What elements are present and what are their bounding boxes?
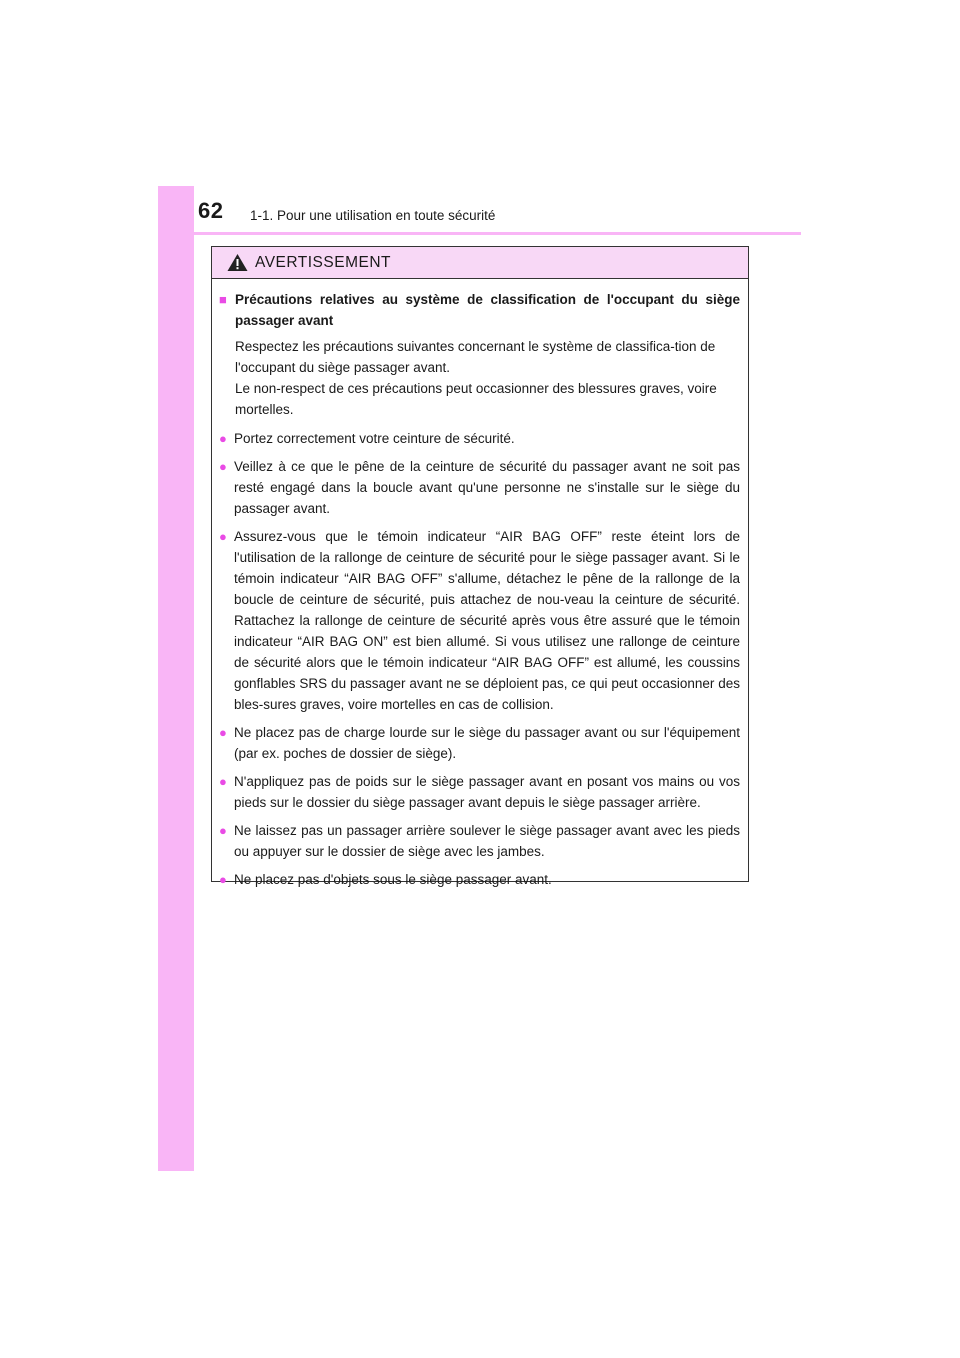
side-tab-band <box>158 186 194 1171</box>
warning-header <box>212 247 748 279</box>
list-item-text: Veillez à ce que le pêne de la ceinture de sécurité du passager avant ne soit pas resté engagé dans la boucle avant qu'une personne ne s'installe sur le siège du passager avant. <box>234 459 740 516</box>
warning-title: AVERTISSEMENT <box>255 253 391 271</box>
precautions-heading <box>219 289 740 331</box>
list-item-text: N'appliquez pas de poids sur le siège passager avant en posant vos mains ou vos pieds sur le dossier du siège passager avant depuis le siège passager arrière. <box>234 774 740 810</box>
list-item-text: Ne laissez pas un passager arrière soulever le siège passager avant avec les pieds ou appuyer sur le dossier de siège avec les jambes. <box>234 823 740 859</box>
bullet-dot-icon: ● <box>219 431 227 446</box>
bullet-dot-icon: ● <box>219 725 227 740</box>
bullet-dot-icon: ● <box>219 459 227 474</box>
precautions-heading-text: Précautions relatives au système de classification de l'occupant du siège passager avant <box>235 292 740 328</box>
list-item <box>219 428 740 449</box>
list-item-text: Ne placez pas d'objets sous le siège passager avant. <box>234 872 552 887</box>
list-item <box>219 771 740 813</box>
header-rule <box>158 232 801 235</box>
list-item-text: Portez correctement votre ceinture de sécurité. <box>234 431 515 446</box>
warning-body <box>212 279 748 890</box>
bullet-dot-icon: ● <box>219 529 227 544</box>
precautions-list <box>219 428 740 890</box>
section-title: 1-1. Pour une utilisation en toute sécurité <box>250 208 496 223</box>
list-item <box>219 456 740 519</box>
bullet-dot-icon: ● <box>219 872 227 887</box>
list-item <box>219 820 740 862</box>
intro-text <box>235 336 740 420</box>
bullet-dot-icon: ● <box>219 823 227 838</box>
list-item-text: Assurez-vous que le témoin indicateur “AIR BAG OFF” reste éteint lors de l'utilisation de la rallonge de ceinture de sécurité pour le siège passager avant. Si le témoin indicateur “AIR BAG OFF” s'allume, détachez le pêne de la rallonge de la boucle de ceinture de sécurité, puis attachez de nou-veau la ceinture de sécurité. Rattachez la rallonge de ceinture de sécurité après vous être assuré que le témoin indicateur “AIR BAG ON” est bien allumé. Si vous utilisez une rallonge de ceinture de sécurité alors que le témoin indicateur “AIR BAG OFF” est allumé, les coussins gonflables SRS du passager avant ne se déploient pas, ce qui peut occasionner des bles-sures graves, voire mortelles en cas de collision. <box>234 529 740 712</box>
list-item <box>219 869 740 890</box>
page-number: 62 <box>198 198 224 223</box>
intro-paragraph: Respectez les précautions suivantes concernant le système de classifica-tion de l'occupant du siège passager avant. <box>235 339 716 375</box>
square-bullet-icon: ■ <box>219 292 227 307</box>
warning-box <box>211 246 749 887</box>
list-item <box>219 526 740 715</box>
warning-triangle-icon <box>227 253 255 272</box>
intro-paragraph: Le non-respect de ces précautions peut occasionner des blessures graves, voire mortelles. <box>235 381 717 417</box>
list-item-text: Ne placez pas de charge lourde sur le siège du passager avant ou sur l'équipement (par ex. poches de dossier de siège). <box>234 725 740 761</box>
list-item <box>219 722 740 764</box>
bullet-dot-icon: ● <box>219 774 227 789</box>
